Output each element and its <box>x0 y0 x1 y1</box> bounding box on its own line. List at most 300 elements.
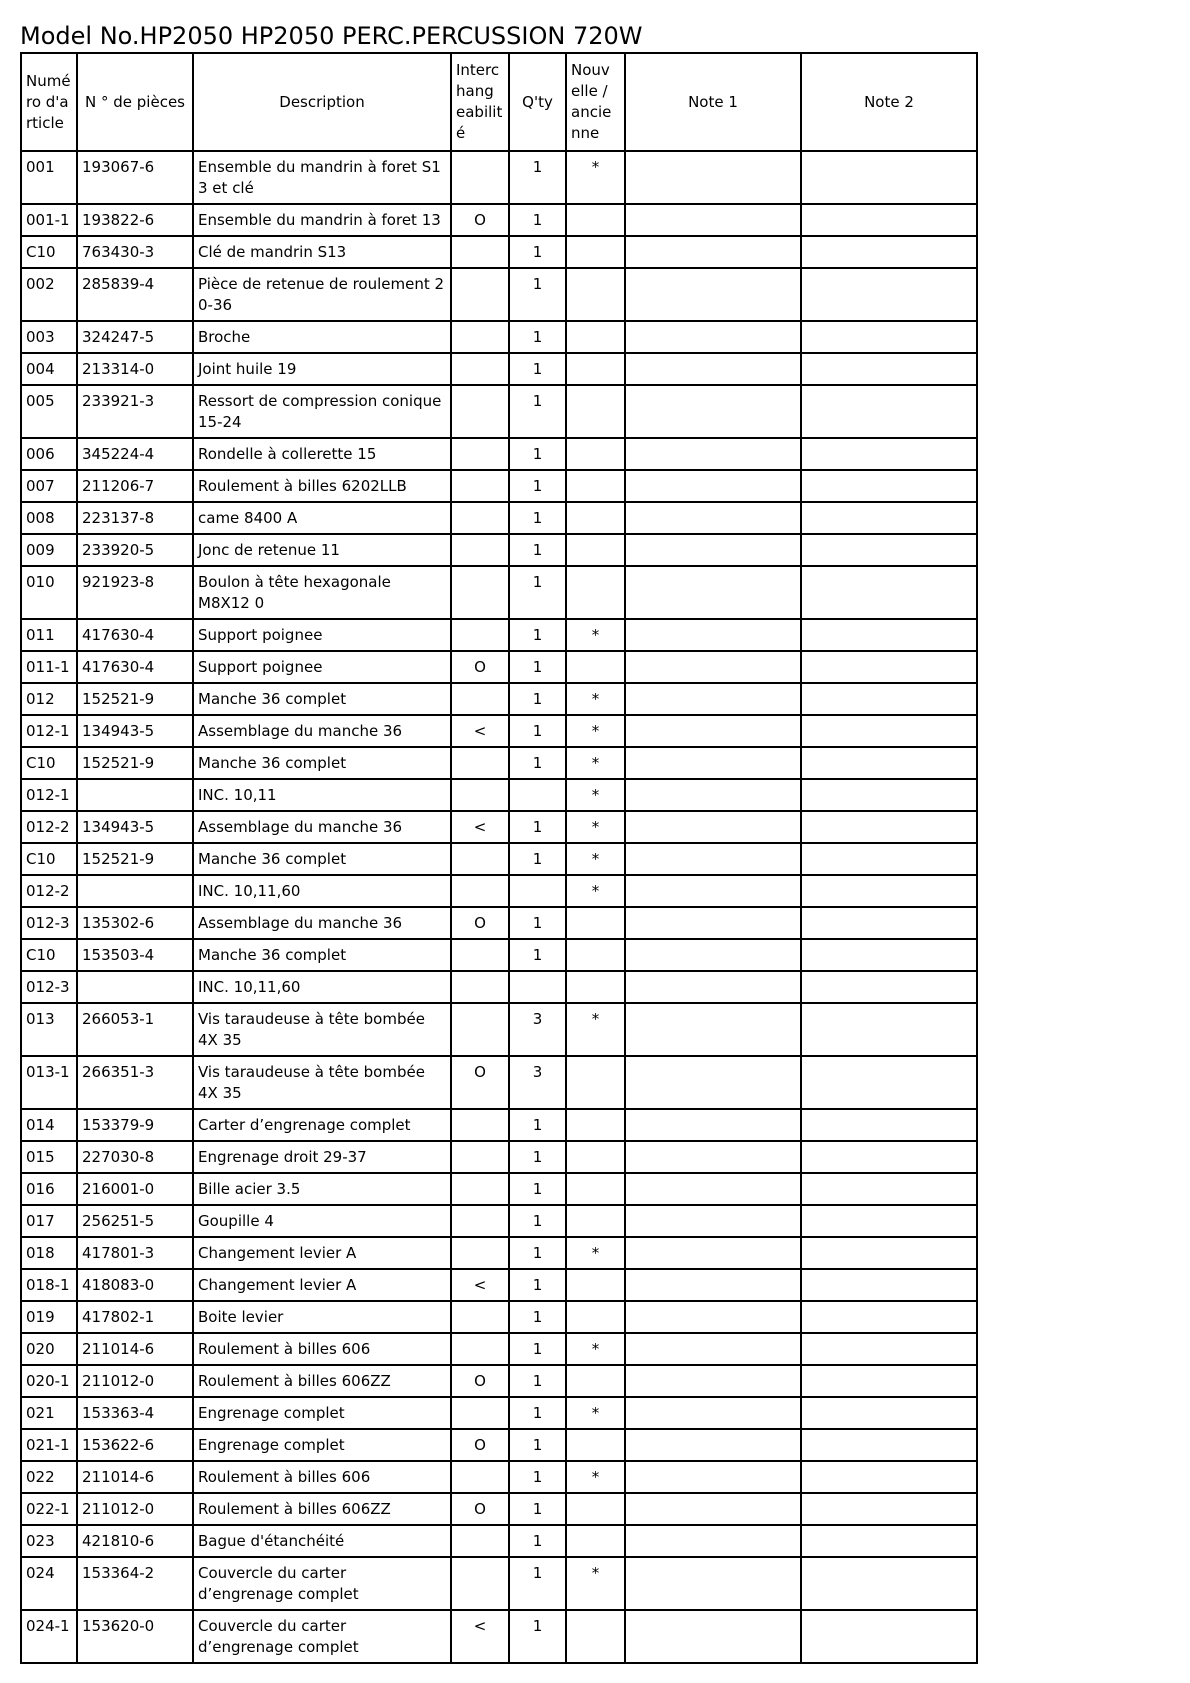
qty-cell: 1 <box>509 1141 566 1173</box>
table-header-row <box>21 53 977 151</box>
new-old-cell: * <box>566 1557 625 1610</box>
qty-cell: 1 <box>509 843 566 875</box>
note-1-cell <box>625 438 801 470</box>
header-part-no: N ° de pièces <box>77 53 193 151</box>
part-no-cell: 216001-0 <box>77 1173 193 1205</box>
note-2-cell <box>801 438 977 470</box>
item-no-cell: 009 <box>21 534 77 566</box>
note-1-cell <box>625 715 801 747</box>
note-1-cell <box>625 1269 801 1301</box>
description-cell: Joint huile 19 <box>193 353 451 385</box>
new-old-cell <box>566 1173 625 1205</box>
part-no-cell: 233920-5 <box>77 534 193 566</box>
new-old-cell: * <box>566 1461 625 1493</box>
description-cell: Boulon à tête hexagonale M8X12 0 <box>193 566 451 619</box>
description-cell: Pièce de retenue de roulement 2 0-36 <box>193 268 451 321</box>
table-row <box>21 566 977 619</box>
description-cell: Couvercle du carter d’engrenage complet <box>193 1610 451 1663</box>
part-no-cell <box>77 779 193 811</box>
new-old-cell <box>566 1056 625 1109</box>
item-no-cell: 023 <box>21 1525 77 1557</box>
note-1-cell <box>625 747 801 779</box>
note-1-cell <box>625 619 801 651</box>
qty-cell: 1 <box>509 939 566 971</box>
item-no-cell: 019 <box>21 1301 77 1333</box>
description-cell: Vis taraudeuse à tête bombée 4X 35 <box>193 1003 451 1056</box>
part-no-cell: 213314-0 <box>77 353 193 385</box>
item-no-cell: 004 <box>21 353 77 385</box>
note-1-cell <box>625 1493 801 1525</box>
part-no-cell: 418083-0 <box>77 1269 193 1301</box>
qty-cell: 1 <box>509 438 566 470</box>
interchangeability-cell <box>451 1003 509 1056</box>
qty-cell: 1 <box>509 470 566 502</box>
interchangeability-cell <box>451 843 509 875</box>
part-no-cell: 417801-3 <box>77 1237 193 1269</box>
new-old-cell <box>566 939 625 971</box>
note-2-cell <box>801 1525 977 1557</box>
description-cell: Roulement à billes 606 <box>193 1333 451 1365</box>
qty-cell: 1 <box>509 1237 566 1269</box>
table-row <box>21 683 977 715</box>
description-cell: Engrenage complet <box>193 1397 451 1429</box>
item-no-cell: 001 <box>21 151 77 204</box>
description-cell: INC. 10,11 <box>193 779 451 811</box>
note-2-cell <box>801 619 977 651</box>
qty-cell: 1 <box>509 1557 566 1610</box>
interchangeability-cell <box>451 971 509 1003</box>
table-row <box>21 268 977 321</box>
item-no-cell: 022 <box>21 1461 77 1493</box>
new-old-cell: * <box>566 1003 625 1056</box>
note-2-cell <box>801 1461 977 1493</box>
note-1-cell <box>625 875 801 907</box>
part-no-cell: 227030-8 <box>77 1141 193 1173</box>
note-2-cell <box>801 268 977 321</box>
interchangeability-cell <box>451 566 509 619</box>
note-1-cell <box>625 1003 801 1056</box>
part-no-cell: 211014-6 <box>77 1461 193 1493</box>
note-1-cell <box>625 907 801 939</box>
note-1-cell <box>625 321 801 353</box>
note-2-cell <box>801 939 977 971</box>
item-no-cell: C10 <box>21 236 77 268</box>
note-2-cell <box>801 566 977 619</box>
note-1-cell <box>625 1610 801 1663</box>
qty-cell: 1 <box>509 1173 566 1205</box>
note-2-cell <box>801 651 977 683</box>
part-no-cell: 193067-6 <box>77 151 193 204</box>
note-2-cell <box>801 470 977 502</box>
item-no-cell: 012-1 <box>21 715 77 747</box>
description-cell: Manche 36 complet <box>193 683 451 715</box>
new-old-cell: * <box>566 715 625 747</box>
description-cell: INC. 10,11,60 <box>193 971 451 1003</box>
part-no-cell: 417802-1 <box>77 1301 193 1333</box>
interchangeability-cell <box>451 502 509 534</box>
table-row <box>21 1269 977 1301</box>
item-no-cell: 012-3 <box>21 971 77 1003</box>
description-cell: Carter d’engrenage complet <box>193 1109 451 1141</box>
note-1-cell <box>625 1397 801 1429</box>
note-2-cell <box>801 779 977 811</box>
item-no-cell: 001-1 <box>21 204 77 236</box>
part-no-cell: 153364-2 <box>77 1557 193 1610</box>
part-no-cell: 285839-4 <box>77 268 193 321</box>
interchangeability-cell: O <box>451 651 509 683</box>
note-1-cell <box>625 1237 801 1269</box>
note-1-cell <box>625 534 801 566</box>
part-no-cell: 417630-4 <box>77 651 193 683</box>
description-cell: Bague d'étanchéité <box>193 1525 451 1557</box>
note-2-cell <box>801 971 977 1003</box>
table-row <box>21 1173 977 1205</box>
new-old-cell <box>566 534 625 566</box>
note-2-cell <box>801 1397 977 1429</box>
table-row <box>21 1003 977 1056</box>
note-2-cell <box>801 321 977 353</box>
note-1-cell <box>625 470 801 502</box>
interchangeability-cell <box>451 1525 509 1557</box>
note-2-cell <box>801 875 977 907</box>
description-cell: Support poignee <box>193 619 451 651</box>
item-no-cell: C10 <box>21 843 77 875</box>
qty-cell: 1 <box>509 385 566 438</box>
parts-table <box>20 52 978 1664</box>
qty-cell: 1 <box>509 907 566 939</box>
table-row <box>21 843 977 875</box>
qty-cell: 1 <box>509 1461 566 1493</box>
item-no-cell: 011 <box>21 619 77 651</box>
note-1-cell <box>625 1109 801 1141</box>
item-no-cell: 013-1 <box>21 1056 77 1109</box>
description-cell: Manche 36 complet <box>193 939 451 971</box>
note-1-cell <box>625 1557 801 1610</box>
note-1-cell <box>625 843 801 875</box>
item-no-cell: 007 <box>21 470 77 502</box>
item-no-cell: 011-1 <box>21 651 77 683</box>
item-no-cell: C10 <box>21 939 77 971</box>
description-cell: Engrenage droit 29-37 <box>193 1141 451 1173</box>
note-2-cell <box>801 236 977 268</box>
part-no-cell: 153622-6 <box>77 1429 193 1461</box>
note-2-cell <box>801 907 977 939</box>
item-no-cell: C10 <box>21 747 77 779</box>
note-2-cell <box>801 534 977 566</box>
new-old-cell <box>566 566 625 619</box>
item-no-cell: 015 <box>21 1141 77 1173</box>
interchangeability-cell: < <box>451 715 509 747</box>
note-2-cell <box>801 811 977 843</box>
part-no-cell: 211012-0 <box>77 1365 193 1397</box>
qty-cell: 1 <box>509 1301 566 1333</box>
table-row <box>21 1333 977 1365</box>
part-no-cell: 134943-5 <box>77 715 193 747</box>
header-description: Description <box>193 53 451 151</box>
interchangeability-cell <box>451 683 509 715</box>
interchangeability-cell <box>451 1109 509 1141</box>
interchangeability-cell <box>451 353 509 385</box>
qty-cell: 1 <box>509 1333 566 1365</box>
new-old-cell <box>566 321 625 353</box>
qty-cell: 3 <box>509 1056 566 1109</box>
table-row <box>21 1397 977 1429</box>
qty-cell: 1 <box>509 1205 566 1237</box>
description-cell: Assemblage du manche 36 <box>193 907 451 939</box>
description-cell: Roulement à billes 6202LLB <box>193 470 451 502</box>
new-old-cell <box>566 1301 625 1333</box>
note-1-cell <box>625 151 801 204</box>
new-old-cell: * <box>566 875 625 907</box>
part-no-cell <box>77 875 193 907</box>
note-1-cell <box>625 1461 801 1493</box>
description-cell: Changement levier A <box>193 1237 451 1269</box>
table-row <box>21 321 977 353</box>
interchangeability-cell: O <box>451 907 509 939</box>
item-no-cell: 021-1 <box>21 1429 77 1461</box>
note-2-cell <box>801 843 977 875</box>
qty-cell: 1 <box>509 811 566 843</box>
note-2-cell <box>801 1237 977 1269</box>
note-1-cell <box>625 651 801 683</box>
part-no-cell: 223137-8 <box>77 502 193 534</box>
note-2-cell <box>801 502 977 534</box>
item-no-cell: 024 <box>21 1557 77 1610</box>
table-row <box>21 1525 977 1557</box>
table-row <box>21 1109 977 1141</box>
part-no-cell: 421810-6 <box>77 1525 193 1557</box>
note-2-cell <box>801 747 977 779</box>
part-no-cell: 256251-5 <box>77 1205 193 1237</box>
note-1-cell <box>625 971 801 1003</box>
part-no-cell: 152521-9 <box>77 747 193 779</box>
interchangeability-cell: < <box>451 1610 509 1663</box>
note-2-cell <box>801 1429 977 1461</box>
item-no-cell: 012 <box>21 683 77 715</box>
table-row <box>21 1205 977 1237</box>
new-old-cell <box>566 1269 625 1301</box>
item-no-cell: 022-1 <box>21 1493 77 1525</box>
interchangeability-cell: < <box>451 1269 509 1301</box>
note-1-cell <box>625 1205 801 1237</box>
qty-cell: 1 <box>509 1525 566 1557</box>
note-1-cell <box>625 939 801 971</box>
qty-cell: 1 <box>509 1610 566 1663</box>
qty-cell: 1 <box>509 1109 566 1141</box>
note-1-cell <box>625 1365 801 1397</box>
table-row <box>21 651 977 683</box>
description-cell: Ensemble du mandrin à foret S1 3 et clé <box>193 151 451 204</box>
interchangeability-cell <box>451 534 509 566</box>
item-no-cell: 005 <box>21 385 77 438</box>
note-2-cell <box>801 1610 977 1663</box>
note-2-cell <box>801 1365 977 1397</box>
header-note-1: Note 1 <box>625 53 801 151</box>
table-row <box>21 747 977 779</box>
item-no-cell: 002 <box>21 268 77 321</box>
part-no-cell <box>77 971 193 1003</box>
description-cell: Engrenage complet <box>193 1429 451 1461</box>
table-row <box>21 1237 977 1269</box>
note-1-cell <box>625 353 801 385</box>
new-old-cell <box>566 1205 625 1237</box>
header-item-no: Numé ro d'a rticle <box>21 53 77 151</box>
table-row <box>21 715 977 747</box>
interchangeability-cell <box>451 1557 509 1610</box>
new-old-cell <box>566 971 625 1003</box>
note-1-cell <box>625 1333 801 1365</box>
new-old-cell: * <box>566 1237 625 1269</box>
note-1-cell <box>625 1429 801 1461</box>
item-no-cell: 012-2 <box>21 811 77 843</box>
qty-cell <box>509 971 566 1003</box>
table-row <box>21 534 977 566</box>
note-2-cell <box>801 204 977 236</box>
table-row <box>21 1301 977 1333</box>
item-no-cell: 014 <box>21 1109 77 1141</box>
description-cell: Ensemble du mandrin à foret 13 <box>193 204 451 236</box>
interchangeability-cell <box>451 747 509 779</box>
qty-cell: 1 <box>509 204 566 236</box>
table-row <box>21 971 977 1003</box>
table-row <box>21 1056 977 1109</box>
description-cell: Assemblage du manche 36 <box>193 811 451 843</box>
new-old-cell <box>566 502 625 534</box>
interchangeability-cell <box>451 438 509 470</box>
note-1-cell <box>625 268 801 321</box>
note-2-cell <box>801 1557 977 1610</box>
qty-cell <box>509 875 566 907</box>
note-2-cell <box>801 1269 977 1301</box>
new-old-cell <box>566 268 625 321</box>
table-row <box>21 438 977 470</box>
interchangeability-cell <box>451 1237 509 1269</box>
item-no-cell: 018-1 <box>21 1269 77 1301</box>
table-row <box>21 875 977 907</box>
table-row <box>21 811 977 843</box>
description-cell: Vis taraudeuse à tête bombée 4X 35 <box>193 1056 451 1109</box>
description-cell: Support poignee <box>193 651 451 683</box>
table-row <box>21 1493 977 1525</box>
new-old-cell: * <box>566 683 625 715</box>
item-no-cell: 017 <box>21 1205 77 1237</box>
interchangeability-cell <box>451 1205 509 1237</box>
interchangeability-cell: O <box>451 1365 509 1397</box>
description-cell: came 8400 A <box>193 502 451 534</box>
note-2-cell <box>801 715 977 747</box>
part-no-cell: 266351-3 <box>77 1056 193 1109</box>
interchangeability-cell <box>451 939 509 971</box>
table-row <box>21 1610 977 1663</box>
table-row <box>21 385 977 438</box>
note-2-cell <box>801 385 977 438</box>
qty-cell: 1 <box>509 1429 566 1461</box>
interchangeability-cell <box>451 385 509 438</box>
item-no-cell: 006 <box>21 438 77 470</box>
table-row <box>21 779 977 811</box>
note-2-cell <box>801 1205 977 1237</box>
item-no-cell: 021 <box>21 1397 77 1429</box>
note-1-cell <box>625 566 801 619</box>
qty-cell: 3 <box>509 1003 566 1056</box>
new-old-cell: * <box>566 747 625 779</box>
note-2-cell <box>801 1141 977 1173</box>
description-cell: Bille acier 3.5 <box>193 1173 451 1205</box>
note-1-cell <box>625 385 801 438</box>
table-row <box>21 353 977 385</box>
description-cell: Clé de mandrin S13 <box>193 236 451 268</box>
interchangeability-cell <box>451 1173 509 1205</box>
table-body <box>21 151 977 1663</box>
note-1-cell <box>625 1301 801 1333</box>
interchangeability-cell <box>451 875 509 907</box>
interchangeability-cell: O <box>451 1429 509 1461</box>
note-2-cell <box>801 683 977 715</box>
interchangeability-cell: < <box>451 811 509 843</box>
interchangeability-cell <box>451 151 509 204</box>
qty-cell: 1 <box>509 1493 566 1525</box>
item-no-cell: 016 <box>21 1173 77 1205</box>
item-no-cell: 020-1 <box>21 1365 77 1397</box>
header-qty: Q'ty <box>509 53 566 151</box>
note-2-cell <box>801 1301 977 1333</box>
description-cell: Roulement à billes 606ZZ <box>193 1493 451 1525</box>
table-row <box>21 151 977 204</box>
table-row <box>21 1141 977 1173</box>
qty-cell: 1 <box>509 236 566 268</box>
new-old-cell <box>566 1429 625 1461</box>
new-old-cell <box>566 651 625 683</box>
part-no-cell: 153363-4 <box>77 1397 193 1429</box>
interchangeability-cell <box>451 1333 509 1365</box>
item-no-cell: 008 <box>21 502 77 534</box>
interchangeability-cell <box>451 1461 509 1493</box>
note-2-cell <box>801 1493 977 1525</box>
item-no-cell: 013 <box>21 1003 77 1056</box>
interchangeability-cell <box>451 268 509 321</box>
note-1-cell <box>625 683 801 715</box>
interchangeability-cell: O <box>451 204 509 236</box>
qty-cell: 1 <box>509 1397 566 1429</box>
interchangeability-cell <box>451 619 509 651</box>
new-old-cell <box>566 1141 625 1173</box>
part-no-cell: 153620-0 <box>77 1610 193 1663</box>
item-no-cell: 012-2 <box>21 875 77 907</box>
new-old-cell: * <box>566 1397 625 1429</box>
description-cell: Couvercle du carter d’engrenage complet <box>193 1557 451 1610</box>
qty-cell: 1 <box>509 353 566 385</box>
qty-cell: 1 <box>509 566 566 619</box>
description-cell: Manche 36 complet <box>193 843 451 875</box>
qty-cell: 1 <box>509 151 566 204</box>
description-cell: Roulement à billes 606ZZ <box>193 1365 451 1397</box>
part-no-cell: 153503-4 <box>77 939 193 971</box>
new-old-cell <box>566 1610 625 1663</box>
note-2-cell <box>801 1333 977 1365</box>
part-no-cell: 211014-6 <box>77 1333 193 1365</box>
new-old-cell: * <box>566 151 625 204</box>
note-1-cell <box>625 204 801 236</box>
part-no-cell: 266053-1 <box>77 1003 193 1056</box>
interchangeability-cell <box>451 321 509 353</box>
note-2-cell <box>801 1109 977 1141</box>
interchangeability-cell <box>451 236 509 268</box>
part-no-cell: 763430-3 <box>77 236 193 268</box>
item-no-cell: 012-3 <box>21 907 77 939</box>
part-no-cell: 417630-4 <box>77 619 193 651</box>
note-1-cell <box>625 1173 801 1205</box>
description-cell: Manche 36 complet <box>193 747 451 779</box>
